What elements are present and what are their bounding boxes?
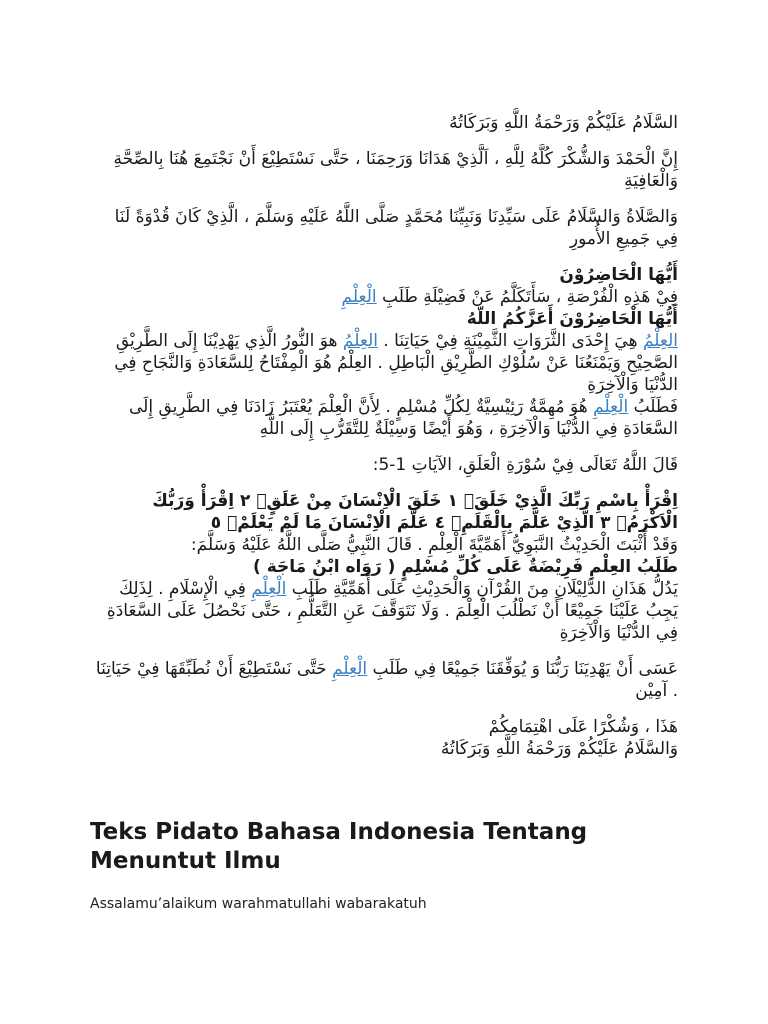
arabic-knowledge-paragraph xyxy=(90,330,678,396)
arabic-quran-verse: اِقْرَأْ بِاسْمِ رَبِّكَ الَّذِيْ خَلَقَۚ ١ خَلَقَ الْاِنْسَانَ مِنْ عَلَقٍۚ ٢ اِقْرَأْ وَرَبُّكَ الْاَكْرَمُۙ ٣ الَّذِيْ عَلَّمَ بِالْقَلَمِۙ ٤ عَلَّمَ الْاِنْسَانَ مَا لَمْ يَعْلَمْۗ ٥ xyxy=(152,491,678,533)
indonesian-section xyxy=(90,818,708,914)
arabic-salawat: وَالصَّلَاةُ وَالسَّلَامُ عَلَى سَيِّدِنَا وَنَبِيِّنَا مُحَمَّدٍ صَلَّى اللَّهُ عَلَيْهِ وَسَلَّمَ ، الَّذِيْ كَانَ قُدْوَةً لَنَا فِي جَمِيعِ الأُمورِ xyxy=(114,207,678,249)
arabic-evidence-post: فِي الْإِسْلَامِ . لِذَلِكَ يَجِبُ عَلَيْنَا جَمِيْعًا أَنْ نَطْلُبَ الْعِلْمَ . وَلَا نَتَوَقَّفَ عَنِ التَّعَلُّمِ ، حَتَّى نَحْصُلَ عَلَى السَّعَادَةِ فِي الدُّنْيَا وَالْآخِرَةِ xyxy=(106,579,678,643)
ilm-link-4[interactable]: الْعِلْمِ xyxy=(332,659,368,679)
arabic-speech xyxy=(90,112,678,760)
arabic-seeking-paragraph xyxy=(90,396,678,440)
arabic-seeking-post: هُوَ مُهِمَّةٌ رَئِيْسِيَّةٌ لِكُلِّ مُسْلِمٍ . لِأَنَّ الْعِلْمَ يُعْتَبَرُ زَادَنَا فِي الطَّرِيقِ إِلَى السَّعَادَةِ فِي الدُّنْيَا وَالْآخِرَةِ ، وَهُوَ أَيْضًا وَسِيْلَةٌ لِلتَّقَرُّبِ إِلَى اللَّهِ xyxy=(129,397,678,439)
arabic-hadith: طَلَبُ العِلْمِ فَرِيْضَةٌ عَلَى كُلِّ مُسْلِمٍ ( رَوَاه ابْنُ مَاجَة ) xyxy=(253,557,678,577)
ilm-link-3[interactable]: الْعِلْمِ xyxy=(251,579,287,599)
arabic-knowledge-mid: هِيَ إِحْدَى الثَّرَوَاتِ الثَّمِيْنَةِ فِيْ حَيَاتِنَا . xyxy=(377,331,643,351)
arabic-quran-intro: قَالَ اللَّهُ تَعَالَى فِيْ سُوْرَةِ الْعَلَقِ، الآيَاتِ 1-5: xyxy=(372,455,678,475)
indonesian-greeting: Assalamu’alaikum warahmatullahi wabarakatuh xyxy=(90,896,427,912)
arabic-address-2: أَيُّهَا الْحَاضِرُوْنَ أَعَزَّكُمُ اللّهُ xyxy=(466,309,678,329)
arabic-address-1: أَيُّهَا الْحَاضِرُوْنَ xyxy=(559,265,678,285)
arabic-prayer-post: حَتَّى نَسْتَطِيْعَ أَنْ نُطَبِّقَهَا فِيْ حَيَاتِنَا . آمِيْن xyxy=(95,659,678,701)
arabic-knowledge-post: هوَ النُّورُ الَّذِي يَهْدِيْنَا إِلَى الطَّرِيْقِ الصَّحِيْحِ وَيَمْنَعُنَا عَنْ سُلُوْكِ الطَّرِيْقِ الْبَاطِلِ . العِلْمُ هُوَ الْمِفْتَاحُ لِلسَّعَادَةِ وَالنَّجَاحِ فِي الدُّنْيَا وَالْآخِرَةِ xyxy=(114,331,678,395)
arabic-thanks: هَذَا ، وَشُكْرًا عَلَى اهْتِمَامِكُمْ xyxy=(488,717,678,737)
ilmu-link-2[interactable]: العِلْمُ xyxy=(342,331,378,351)
ilm-link[interactable]: الْعِلْمِ xyxy=(341,287,377,307)
arabic-prayer-pre: عَسَى أَنْ يَهْدِيَنَا رَبُّنَا وَ يُوَفِّقَنَا جَمِيْعًا فِي طَلَبِ xyxy=(367,659,678,679)
arabic-evidence-paragraph xyxy=(90,578,678,644)
arabic-hadith-intro: وَقَدْ أَثْبَتَ الْحَدِيْثُ النَّبَوِيُّ أَهَمِّيَّةَ الْعِلْمِ . قَالَ النَّبِيُّ صَلَّى اللَّهُ عَلَيْهُ وَسَلَّمَ: xyxy=(190,535,678,555)
ilmu-link[interactable]: العِلْمُ xyxy=(642,331,678,351)
arabic-topic xyxy=(90,286,678,308)
section-heading: Teks Pidato Bahasa Indonesia Tentang Menuntut Ilmu xyxy=(90,819,588,874)
arabic-seeking-pre: فَطَلَبُ xyxy=(628,397,678,417)
arabic-evidence-pre: يَدُلُّ هَذَانِ الدَّلِيْلَانِ مِنَ القُرْآنِ وَالْحَدِيْثِ عَلَى أَهَمِّيَّةِ طَلَبِ xyxy=(286,579,678,599)
ilm-link-2[interactable]: الْعِلْمِ xyxy=(593,397,629,417)
arabic-topic-text: فِيْ هَذِهِ الْفُرْصَةِ ، سَأَتَكَلَّمُ عَنْ فَضِيْلَةِ طَلَبِ xyxy=(376,287,678,307)
arabic-prayer-paragraph xyxy=(90,658,678,702)
arabic-closing: وَالسَّلَامُ عَلَيْكُمْ وَرَحْمَةُ اللَّهِ وَبَرَكَاتُهُ xyxy=(440,739,678,759)
arabic-greeting: السَّلَامُ عَلَيْكُمْ وَرَحْمَةُ اللَّهِ وَبَرَكَاتُهُ xyxy=(449,113,678,133)
arabic-opening: إِنَّ الْحَمْدَ وَالشُّكْرَ كُلَّهُ لِلَّهِ ، اَلَّذِيْ هَدَانَا وَرَحِمَنَا ، حَتَّى نَسْتَطِيْعَ أَنْ نَجْتَمِعَ هُنَا بِالصِّحَّةِ وَالْعَافِيَةِ xyxy=(113,149,678,191)
